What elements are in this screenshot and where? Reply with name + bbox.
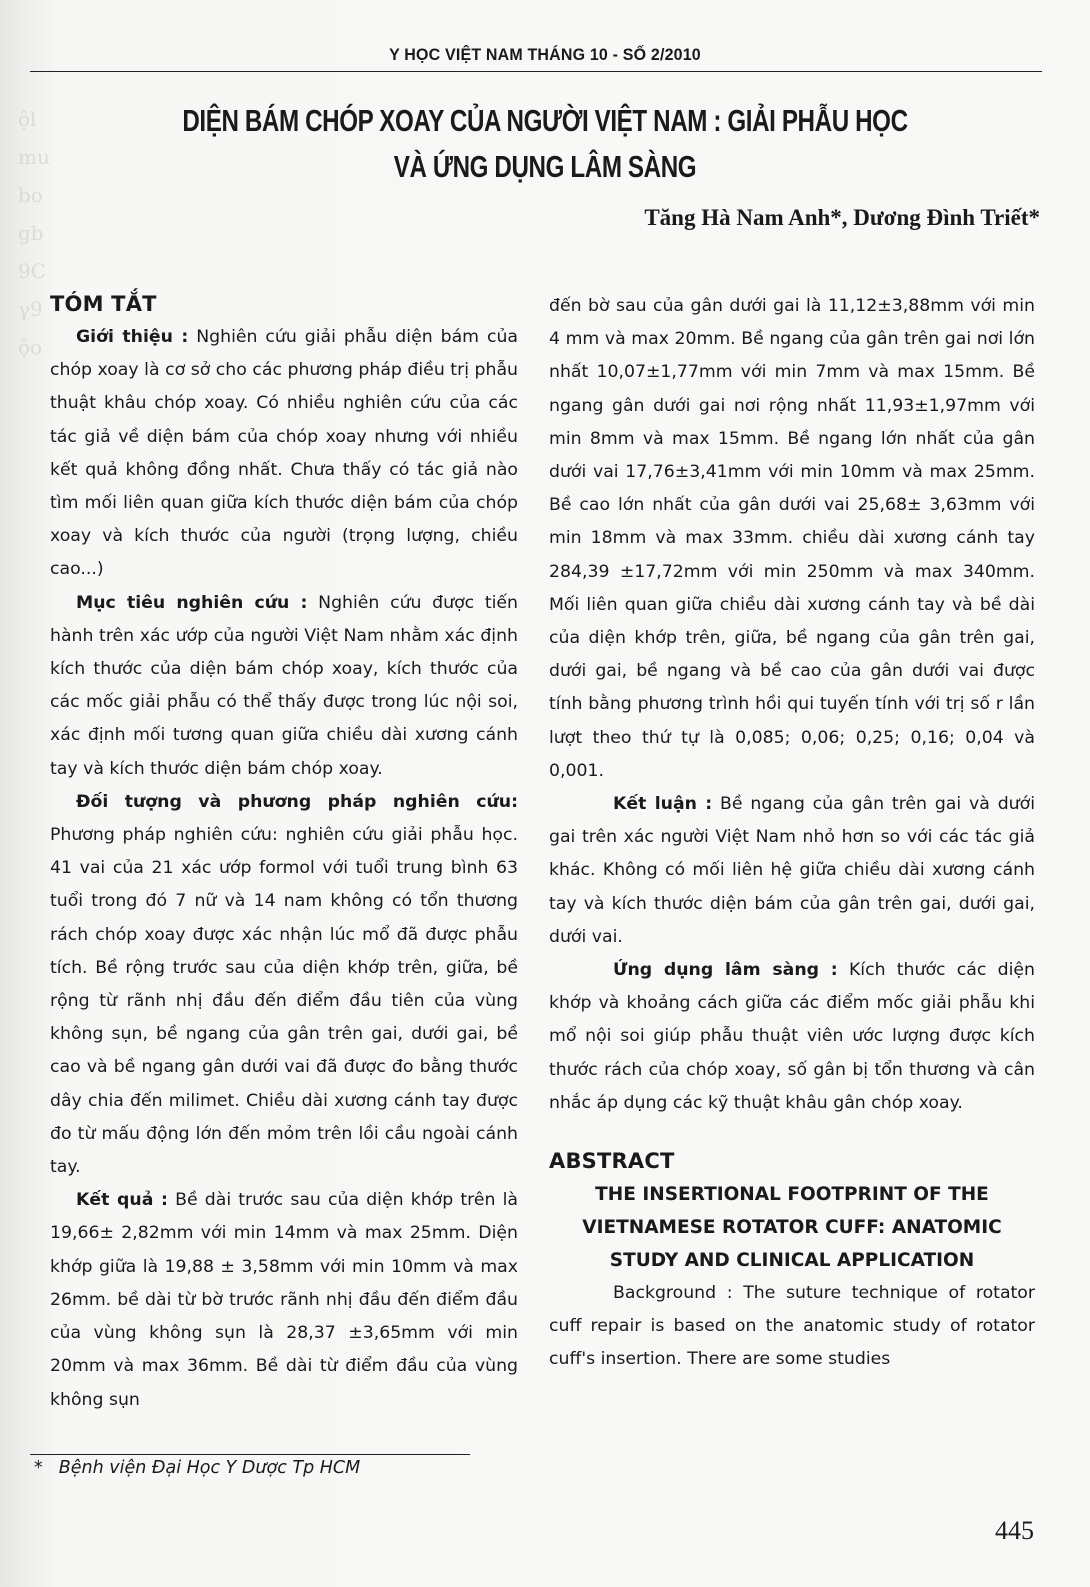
results-text-part-1: Bề dài trước sau của diện khớp trên là 19,66± 2,82mm với min 14mm và max 25mm. Diện khớp giữa là 19,88 ± 3,58mm với min 10mm và max 26mm. bề dài từ bờ trước rãnh nhị đầu đến điểm đầu của vùng không sụn là 28,37 ±3,65mm với min 20mm và max 36mm. Bề dài từ điểm đầu của vùng không sụn — [50, 1190, 518, 1410]
abstract-title-line-3: STUDY AND CLINICAL APPLICATION — [609, 1250, 975, 1272]
footnote-text: Bệnh viện Đại Học Y Dược Tp HCM — [58, 1458, 361, 1478]
summary-methods-paragraph — [50, 786, 518, 1184]
article-title-line-1: DIỆN BÁM CHÓP XOAY CỦA NGƯỜI VIỆT NAM : GIẢI PHẪU HỌC — [182, 103, 908, 138]
abstract-title — [549, 1178, 1035, 1277]
results-label: Kết quả : — [76, 1190, 168, 1211]
bleed-through-text: ộl mu bo gb 9C γ9 ộo — [18, 107, 50, 359]
methods-text: Phương pháp nghiên cứu: nghiên cứu giải phẫu học. 41 vai của 21 xác ướp formol với tuổi trung bình 63 tuổi trong đó 7 nữ và 14 nam không có tổn thương rách chóp xoay được xác nhận lúc mổ đã được phẫu tích. Bề rộng trước sau của diện khớp trên, giữa, bề rộng từ rãnh nhị đầu đến điểm đầu tiên của vùng không sụn, bề ngang của gân trên gai, dưới gai, bề cao và bề ngang gân dưới vai đã được đo bằng thước dây chia đến milimet. Chiều dài xương cánh tay được đo từ mấu động lớn đến mỏm trên lồi cầu ngoài cánh tay. — [50, 825, 518, 1178]
right-column — [549, 290, 1035, 1377]
application-label: Ứng dụng lâm sàng : — [613, 960, 838, 981]
journal-running-header: Y HỌC VIỆT NAM THÁNG 10 - SỐ 2/2010 — [389, 45, 701, 64]
intro-text: Nghiên cứu giải phẫu diện bám của chóp xoay là cơ sở cho các phương pháp điều trị phẫu thuật khâu chóp xoay. Có nhiều nghiên cứu của các tác giả về diện bám của chóp xoay nhưng với nhiều kết quả không đồng nhất. Chưa thấy có tác giả nào tìm mối liên quan giữa kích thước diện bám của chóp xoay và kích thước của người (trọng lượng, chiều cao...) — [50, 327, 519, 580]
methods-label: Đối tượng và phương pháp nghiên cứu: — [76, 791, 518, 812]
abstract-title-line-1: THE INSERTIONAL FOOTPRINT OF THE — [595, 1184, 989, 1206]
summary-heading: TÓM TẮT — [50, 292, 157, 316]
objective-label: Mục tiêu nghiên cứu : — [76, 592, 308, 613]
affiliation-footnote — [34, 1458, 360, 1478]
results-text-part-2: đến bờ sau của gân dưới gai là 11,12±3,88mm với min 4 mm và max 20mm. Bề ngang của gân trên gai nơi lớn nhất 10,07±1,77mm với min 7mm và max 15mm. Bề ngang gân dưới gai nơi rộng nhất 11,93±1,97mm với min 8mm và max 15mm. Bề ngang lớn nhất của gân dưới vai 17,76±3,41mm với min 10mm và max 25mm. Bề cao lớn nhất của gân dưới vai 25,68± 3,63mm với min 18mm và max 33mm. chiều dài xương cánh tay 284,39 ±17,72mm với min 250mm và max 340mm. Mối liên quan giữa chiều dài xương cánh tay và bề dài của diện khớp trên, giữa, bề ngang của gân trên gai, dưới gai, bề ngang và bề cao của gân dưới vai được tính bằng phương trình hồi qui tuyến tính với trị số r lần lượt theo thứ tự là 0,085; 0,06; 0,25; 0,16; 0,04 và 0,001. — [549, 296, 1035, 781]
footnote-rule — [30, 1454, 470, 1455]
summary-conclusion-paragraph — [549, 788, 1035, 954]
page-number: 445 — [995, 1516, 1034, 1545]
header-rule — [30, 71, 1042, 72]
summary-intro-paragraph — [50, 321, 518, 587]
left-column — [50, 287, 518, 1417]
article-title — [167, 98, 924, 190]
article-title-line-2: VÀ ỨNG DỤNG LÂM SÀNG — [393, 149, 697, 184]
results-continued-paragraph — [549, 290, 1035, 788]
author-list: Tăng Hà Nam Anh*, Dương Đình Triết* — [644, 205, 1040, 230]
abstract-heading: ABSTRACT — [549, 1149, 675, 1174]
abstract-background-paragraph: Background : The suture technique of rotator cuff repair is based on the anatomic study of rotator cuff's insertion. There are some studies — [549, 1283, 1035, 1370]
application-text: Kích thước các diện khớp và khoảng cách giữa các điểm mốc giải phẫu khi mổ nội soi giúp phẫu thuật viên ước lượng được kích thước rách của chóp xoay, số gân bị tổn thương và cân nhắc áp dụng các kỹ thuật khâu gân chóp xoay. — [549, 960, 1035, 1113]
intro-label: Giới thiệu : — [76, 327, 189, 347]
objective-text: Nghiên cứu được tiến hành trên xác ướp của người Việt Nam nhằm xác định kích thước của diện bám chóp xoay, kích thước của các mốc giải phẫu có thể thấy được trong lúc nội soi, xác định mối tương quan giữa chiều dài xương cánh tay và kích thước diện bám chóp xoay. — [50, 592, 518, 779]
conclusion-text: Bề ngang của gân trên gai và dưới gai trên xác người Việt Nam nhỏ hơn so với các tác giả khác. Không có mối liên hệ giữa chiều dài xương cánh tay và kích thước diện bám của gân trên gai, dưới gai, dưới vai. — [549, 794, 1036, 947]
summary-objective-paragraph — [50, 587, 518, 786]
summary-results-paragraph — [50, 1184, 518, 1416]
section-spacer — [549, 1120, 1035, 1144]
footnote-marker: * — [34, 1458, 43, 1478]
conclusion-label: Kết luận : — [613, 794, 713, 815]
summary-application-paragraph — [549, 954, 1035, 1120]
abstract-title-line-2: VIETNAMESE ROTATOR CUFF: ANATOMIC — [582, 1217, 1002, 1239]
